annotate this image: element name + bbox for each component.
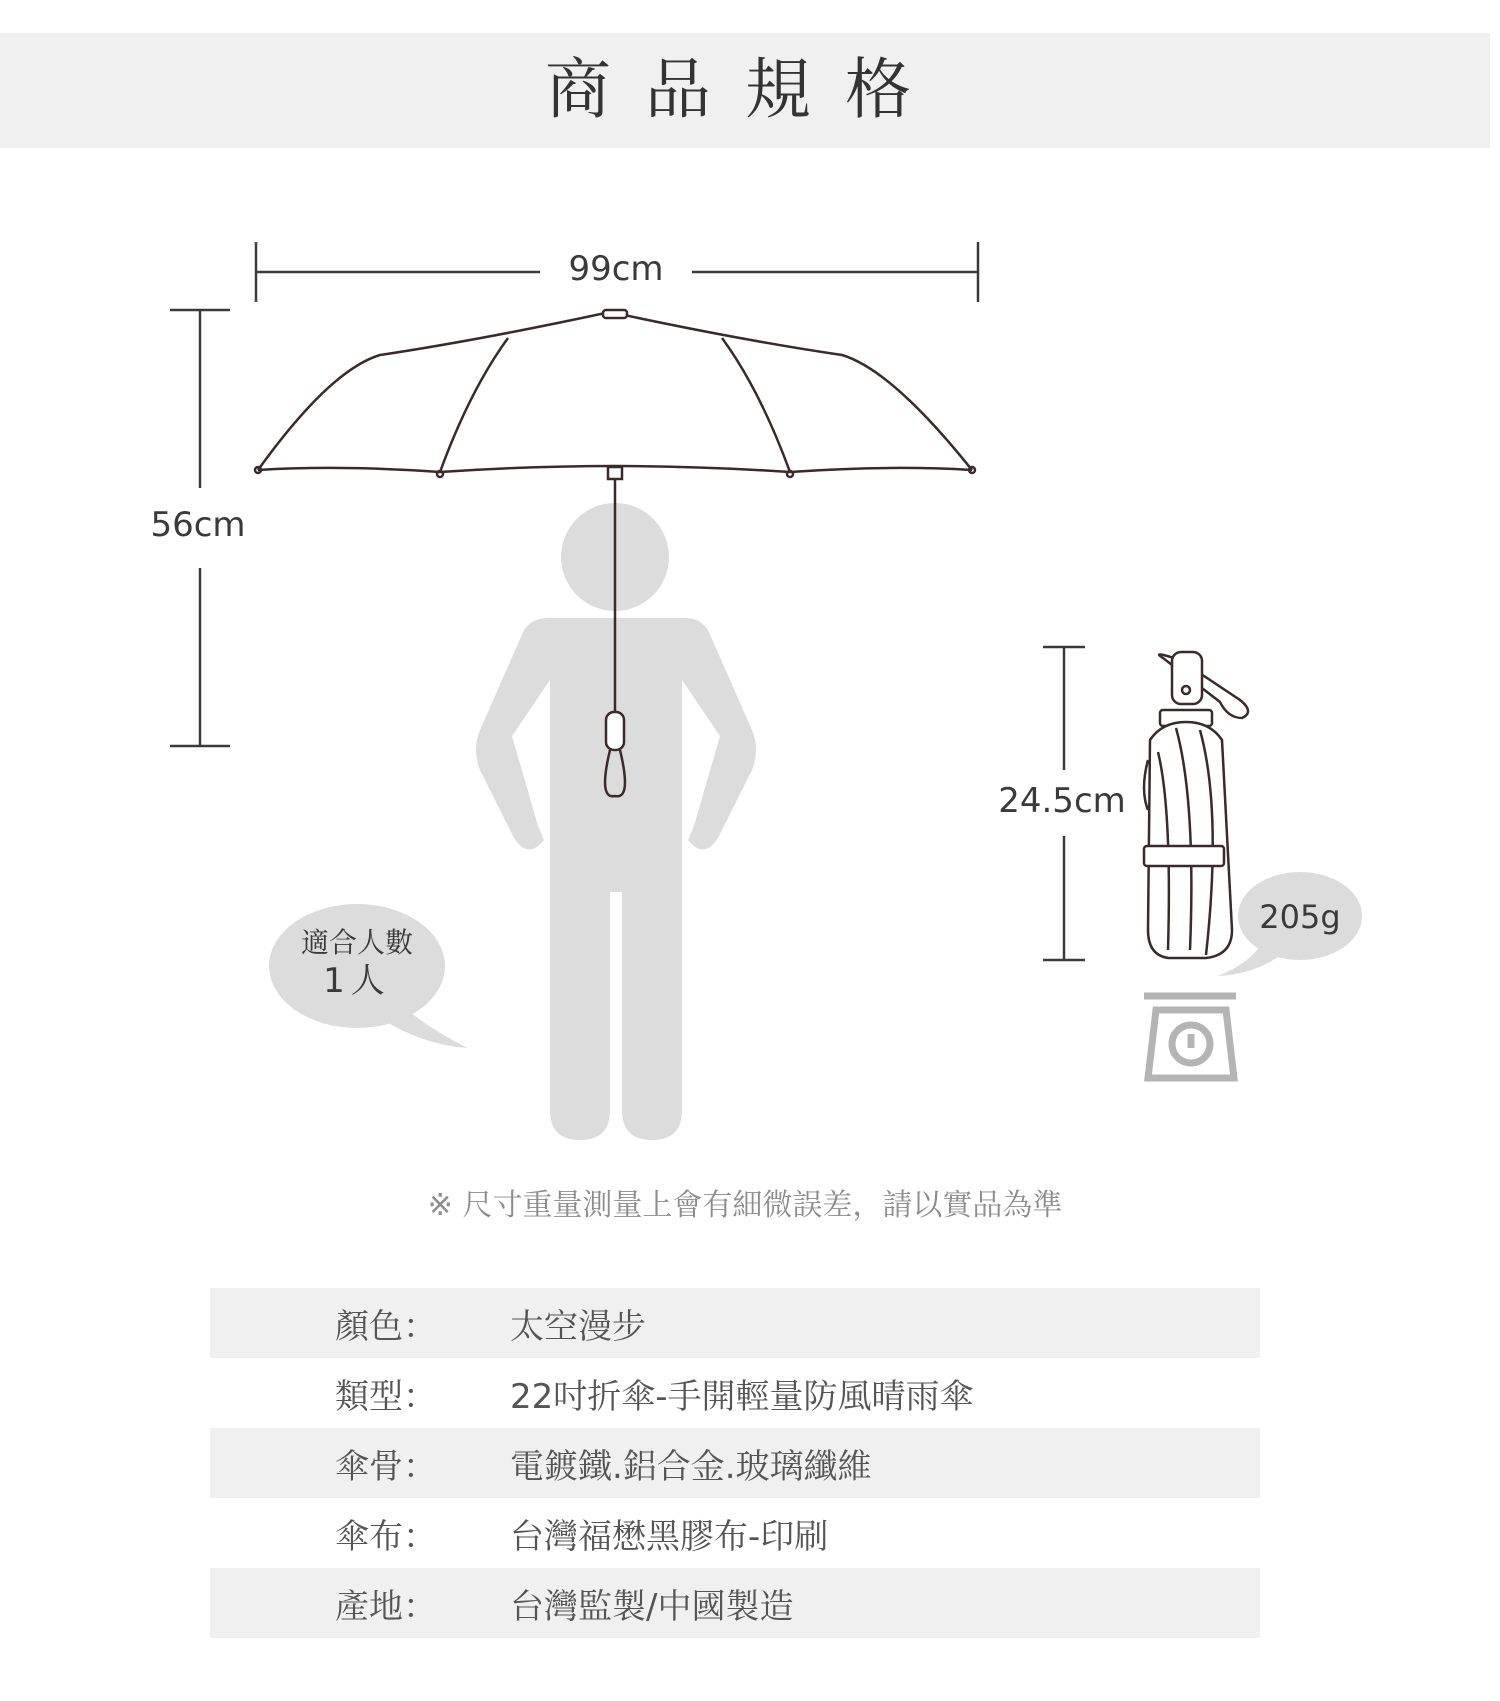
spec-row [210, 1428, 1260, 1498]
spec-value: 太空漫步 [510, 1306, 646, 1347]
spec-label: 傘布： [335, 1516, 437, 1557]
spec-label: 產地： [335, 1586, 437, 1627]
spec-value: 台灣監製/中國製造 [510, 1586, 794, 1627]
scale-icon [1144, 996, 1236, 1078]
spec-label: 顏色： [335, 1306, 437, 1347]
capacity-label: 適合人數 [300, 926, 414, 959]
spec-value: 電鍍鐵.鋁合金.玻璃纖維 [510, 1446, 872, 1487]
spec-table [210, 1288, 1260, 1638]
weight-label: 205g [1259, 898, 1341, 936]
spec-row [210, 1568, 1260, 1638]
spec-row [210, 1498, 1260, 1568]
open-umbrella-icon [255, 310, 975, 796]
folded-length-label: 24.5cm [998, 781, 1126, 821]
page-title: 商品規格 [545, 51, 945, 128]
spec-label: 傘骨： [335, 1446, 437, 1487]
spec-row [210, 1358, 1260, 1428]
folded-umbrella-icon [1144, 652, 1248, 958]
spec-label: 類型： [335, 1376, 437, 1417]
spec-value: 台灣福懋黑膠布-印刷 [510, 1516, 829, 1557]
capacity-value: 1人 [323, 961, 391, 1001]
measurement-note: ※ 尺寸重量測量上會有細微誤差，請以實品為準 [427, 1188, 1063, 1223]
spec-value: 22吋折傘-手開輕量防風晴雨傘 [510, 1376, 974, 1417]
width-label: 99cm [568, 249, 664, 289]
height-label: 56cm [150, 505, 246, 545]
spec-row [210, 1288, 1260, 1358]
